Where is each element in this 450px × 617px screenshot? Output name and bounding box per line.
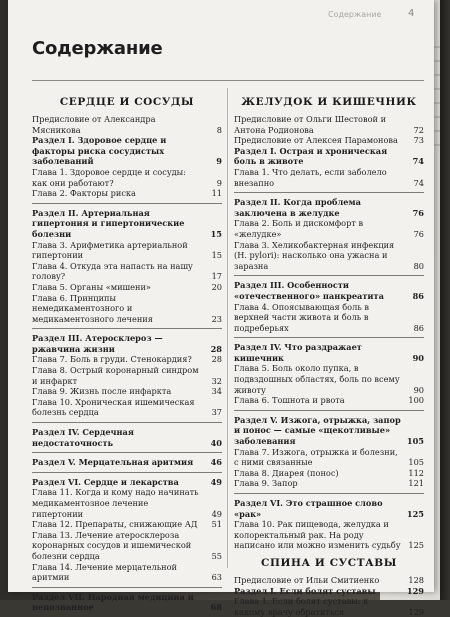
entry-title: Глава 10. Хроническая ишемическая болезнь сердца [32, 396, 195, 418]
section-rule [234, 493, 424, 494]
toc-part-entry[interactable] [32, 427, 222, 448]
toc-entry[interactable] [32, 167, 222, 188]
toc-entry[interactable] [234, 575, 424, 586]
book-page [8, 0, 434, 617]
toc-entry[interactable] [234, 363, 424, 395]
toc-part-entry[interactable] [234, 415, 424, 447]
entry-title: Глава 9. Запор [234, 478, 298, 489]
entry-page-number: 20 [211, 281, 222, 292]
toc-entry[interactable] [32, 530, 222, 562]
toc-entry[interactable] [234, 478, 424, 489]
entry-title: Раздел I. Если болят суставы [234, 585, 376, 596]
entry-title: Глава 6. Принципы немедикаментозного и медикаментозного лечения [32, 292, 153, 324]
entry-title: Раздел IV. Сердечная недостаточность [32, 427, 134, 448]
entry-page-number: 129 [406, 585, 424, 596]
entry-title: Глава 5. Боль около пупка, в подвздошных областях, боль по всему животу [234, 363, 400, 395]
entry-page-number: 28 [210, 343, 222, 354]
entry-title: Раздел III. Особенности «отечественного» панкреатита [234, 280, 384, 301]
entry-title: Раздел I. Острая и хроническая боль в животе [234, 145, 388, 167]
page-number: 4 [408, 8, 415, 19]
entry-page-number: 90 [412, 352, 424, 363]
entry-page-number: 105 [408, 457, 424, 468]
entry-page-number: 86 [412, 290, 424, 301]
entry-page-number: 9 [216, 177, 222, 188]
toc-part-entry[interactable] [234, 586, 424, 597]
entry-title: Глава 1. Что делать, если заболело внезапно [234, 166, 387, 188]
title-divider [32, 80, 424, 81]
entry-page-number: 125 [408, 540, 424, 551]
entry-page-number: 15 [211, 250, 222, 261]
entry-title: Глава 8. Диарея (понос) [234, 467, 339, 478]
toc-entry[interactable] [32, 386, 222, 397]
page-title: Содержание [32, 38, 163, 59]
toc-entry[interactable] [32, 114, 222, 135]
section-heading: СЕРДЦЕ И СОСУДЫ [59, 96, 195, 108]
entry-title: Предисловие от Алексея Парамонова [234, 135, 398, 146]
entry-title: Глава 4. Опоясывающая боль в верхней части живота и боль в подреберьях [234, 301, 369, 333]
running-header [328, 10, 428, 24]
entry-page-number: 68 [210, 602, 222, 613]
section-rule [32, 452, 222, 453]
entry-title: Глава 1. Здоровое сердце и сосуды: как они работают? [32, 166, 186, 188]
entry-page-number: 15 [210, 228, 222, 239]
toc-entry[interactable] [32, 261, 222, 282]
section-rule [234, 192, 424, 193]
entry-title: Предисловие от Александра Мясникова [32, 114, 156, 135]
toc-entry[interactable] [234, 596, 424, 617]
entry-page-number: 76 [413, 228, 424, 239]
section-rule [32, 203, 222, 204]
running-head: Содержание [328, 10, 382, 19]
entry-page-number: 86 [413, 322, 424, 333]
toc-entry[interactable] [234, 447, 424, 468]
entry-title: Раздел V. Мерцательная аритмия [32, 457, 194, 468]
toc-entry[interactable] [234, 135, 424, 146]
column-divider [227, 88, 228, 568]
entry-title: Глава 6. Тошнота и рвота [234, 395, 345, 406]
entry-page-number: 74 [413, 177, 424, 188]
section-rule [32, 587, 222, 588]
entry-page-number: 80 [413, 260, 424, 271]
entry-page-number: 90 [413, 384, 424, 395]
page-edge [440, 0, 450, 600]
entry-page-number: 40 [210, 437, 222, 448]
entry-title: Раздел II. Артериальная гипертония и гипертонические болезни [32, 207, 185, 239]
entry-title: Глава 5. Органы «мишени» [32, 281, 151, 292]
entry-title: Глава 9. Жизнь после инфаркта [32, 386, 172, 397]
entry-title: Глава 3. Арифметика артериальной гипертонии [32, 239, 188, 261]
entry-page-number: 32 [211, 375, 222, 386]
entry-page-number: 8 [216, 124, 222, 135]
entry-page-number: 100 [408, 395, 424, 406]
toc-entry[interactable] [234, 114, 424, 135]
entry-title: Глава 2. Боль и дискомфорт в «желудке» [234, 218, 364, 239]
entry-page-number: 49 [210, 476, 222, 487]
entry-title: Глава 1. Если болят суставы: к какому врачу обратиться [234, 596, 369, 617]
toc-entry[interactable] [234, 468, 424, 479]
entry-page-number: 49 [211, 508, 222, 519]
toc-part-entry[interactable] [234, 197, 424, 218]
toc-part-entry[interactable] [32, 477, 222, 488]
section-rule [234, 275, 424, 276]
toc-part-entry[interactable] [32, 592, 222, 613]
entry-page-number: 28 [211, 354, 222, 365]
section-rule [32, 472, 222, 473]
toc-entry[interactable] [32, 562, 222, 583]
toc-entry[interactable] [32, 293, 222, 325]
toc-entry[interactable] [32, 519, 222, 530]
toc-entry[interactable] [234, 218, 424, 239]
toc-part-entry[interactable] [32, 208, 222, 240]
entry-page-number: 125 [406, 508, 424, 519]
entry-title: Глава 14. Лечение мерцательной аритмии [32, 561, 177, 583]
entry-title: Глава 7. Изжога, отрыжка и болезни, с ними связанные [234, 446, 398, 468]
entry-title: Раздел III. Атеросклероз — ржавчина жизни [32, 333, 163, 354]
entry-page-number: 11 [211, 188, 222, 199]
toc-part-entry[interactable] [234, 146, 424, 167]
toc-entry[interactable] [234, 395, 424, 406]
toc-part-entry[interactable] [32, 135, 222, 167]
section-rule [32, 328, 222, 329]
toc-entry[interactable] [32, 354, 222, 365]
toc-part-entry[interactable] [32, 333, 222, 354]
section-heading: ЖЕЛУДОК И КИШЕЧНИК [241, 96, 417, 108]
toc-entry[interactable] [32, 282, 222, 293]
toc-entry[interactable] [32, 397, 222, 418]
toc-entry[interactable] [234, 302, 424, 334]
entry-page-number: 23 [211, 313, 222, 324]
toc-entry[interactable] [32, 240, 222, 261]
toc-entry[interactable] [32, 365, 222, 386]
entry-page-number: 112 [408, 467, 424, 478]
entry-title: Глава 7. Боль в груди. Стенокардия? [32, 354, 192, 365]
entry-title: Глава 12. Препараты, снижающие АД [32, 519, 198, 530]
entry-title: Предисловие от Ильи Смитиенко [234, 574, 380, 585]
entry-title: Глава 10. Рак пищевода, желудка и колоректальный рак. На роду написано или можно изменить судьбу [234, 519, 401, 551]
entry-page-number: 76 [412, 207, 424, 218]
right-column [234, 90, 424, 617]
entry-title: Раздел II. Когда проблема заключена в желудке [234, 197, 361, 218]
entry-page-number: 121 [408, 478, 424, 489]
entry-title: Предисловие от Ольги Шестовой и Антона Родионова [234, 114, 387, 135]
entry-title: Глава 13. Лечение атеросклероза коронарных сосудов и ишемической болезни сердца [32, 529, 192, 561]
toc-part-entry[interactable] [234, 280, 424, 301]
entry-page-number: 129 [408, 606, 424, 617]
entry-title: Глава 11. Когда и кому надо начинать медикаментозное лечение гипертонии [32, 487, 199, 519]
entry-page-number: 128 [408, 574, 424, 585]
entry-page-number: 46 [210, 457, 222, 468]
entry-page-number: 51 [211, 519, 222, 530]
toc-entry[interactable] [32, 188, 222, 199]
toc-part-entry[interactable] [32, 457, 222, 468]
entry-page-number: 37 [211, 407, 222, 418]
entry-title: Раздел VII. Народная медицина и непознанное [32, 591, 194, 613]
entry-page-number: 63 [211, 572, 222, 583]
entry-title: Раздел IV. Что раздражает кишечник [234, 342, 362, 363]
entry-title: Раздел VI. Сердце и лекарства [32, 476, 179, 487]
entry-page-number: 74 [412, 156, 424, 167]
entry-page-number: 34 [211, 386, 222, 397]
toc-part-entry[interactable] [234, 498, 424, 519]
toc-part-entry[interactable] [234, 342, 424, 363]
section-heading: СПИНА И СУСТАВЫ [261, 556, 397, 569]
entry-page-number: 105 [406, 436, 424, 447]
entry-title: Глава 8. Острый коронарный синдром и инфаркт [32, 365, 199, 386]
entry-title: Глава 4. Откуда эта напасть на нашу голову? [32, 260, 193, 282]
entry-title: Раздел I. Здоровое сердце и факторы риска сосудистых заболеваний [32, 135, 167, 167]
entry-title: Глава 2. Факторы риска [32, 188, 136, 199]
entry-title: Раздел VI. Это страшное слово «рак» [234, 498, 383, 519]
entry-page-number: 9 [216, 156, 222, 167]
toc-entry[interactable] [234, 519, 424, 551]
entry-page-number: 73 [413, 135, 424, 146]
section-rule [234, 337, 424, 338]
entry-page-number: 72 [413, 124, 424, 135]
section-rule [32, 422, 222, 423]
toc-entry[interactable] [234, 167, 424, 188]
left-column [32, 90, 222, 613]
toc-entry[interactable] [32, 487, 222, 519]
entry-page-number: 55 [211, 550, 222, 561]
entry-title: Глава 3. Хеликобактерная инфекция (H. pylori): насколько она ужасна и заразна [234, 239, 395, 271]
toc-entry[interactable] [234, 240, 424, 272]
section-rule [234, 410, 424, 411]
entry-title: Раздел V. Изжога, отрыжка, запор и понос — самые «щекотливые» заболевания [234, 414, 401, 447]
entry-page-number: 17 [211, 271, 222, 282]
